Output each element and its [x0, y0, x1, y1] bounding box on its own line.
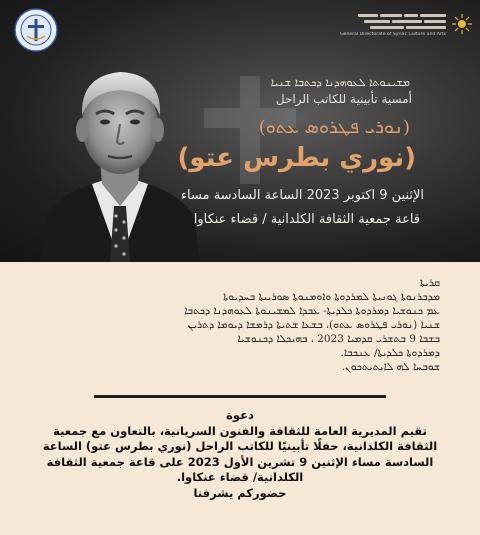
arabic-invitation-line: السادسة مساء الإثنين 9 تشرين الأول 2023 على قاعة جمعية الثقافة: [46, 454, 434, 469]
syriac-invitation-line: ܡܕܒܪܢܘܬܐ ܓܘܢܝܬܐ ܠܡܪܕܘܬܐ ܘܐܘܡܢܘܬܐ ܣܘܪܝܝܬܐ ܒܚܕܝܘܬܐ: [223, 291, 440, 303]
syriac-invitation-line: ܫܘܒܚܐ ܠܗ ܠܐܝܬܝܬܟܘܢ.: [341, 361, 440, 373]
arabic-invitation-closing: حضوركم يشرفنا: [193, 485, 287, 500]
title-arabic: أمسية تأبينية للكاتب الراحل: [275, 92, 412, 106]
portrait-photo: [40, 56, 200, 262]
syriac-invitation: [30, 276, 440, 374]
organization-header: [328, 14, 446, 38]
section-divider: [94, 395, 386, 398]
name-syriac: (ܢܘܪܝ ܦܛܪܘܣ ܥܬܘ): [258, 117, 410, 138]
kurdistan-sun-logo-icon: [452, 12, 472, 36]
arabic-invitation-line: تقيم المديرية العامة للثقافة والفنون السريانية، بالتعاون مع جمعية: [53, 423, 427, 438]
syriac-invitation-line: ܕܡܪܕܘܬܐ ܟܠܕܝܬܐ/ ܥܢܟܒܐ.: [340, 347, 440, 359]
syriac-invitation-line: ܒܫܒܐ 9 ܒܬܫܪܝ ܩܕܡܝܐ 2023 ، ܒܗܝܟܠܐ ܕܟܢܘܫܝܐ: [237, 333, 440, 345]
chaldean-association-logo-icon: [14, 8, 58, 52]
event-date: الإثنين 9 اكتوبر 2023 الساعة السادسة مساء: [180, 188, 424, 203]
syriac-invitation-line: ܥܡ ܟܢܘܫܝܐ ܕܡܪܕܘܬܐ ܟܠܕܝܬܐ- ܥܒܕܐ ܠܡܫܝܢܘܬܐ ܠܥܘܗܕܢܐ ܕܟܬܒܐ: [184, 305, 440, 317]
syriac-invitation-line: ܫܢܝܐ (ܢܘܪܝ ܦܛܪܘܣ ܥܬܘ)، ܒܫܥܐ ܫܬܝܬܐ ܕܪܡܫܐ ܕܝܘܡܐ ܕܬܪܝܢ: [187, 319, 440, 331]
memorial-poster: [0, 0, 480, 262]
title-syriac: ܡܫܝܢܘܬܐ ܠܥܘܗܕܢܐ ܕܟܬܒܐ ܫܢܝܐ: [270, 76, 410, 89]
arabic-invitation-line: الكلدانية/ قضاء عنكاوا.: [176, 470, 304, 484]
arabic-invitation: [30, 408, 450, 501]
arabic-invitation-heading: دعوة: [226, 408, 254, 422]
arabic-invitation-line: الثقافة الكلدانية، حفلًا تأبينيًا للكاتب الراحل (نوري بطرس عتو) الساعة: [42, 439, 438, 453]
event-venue: قاعة جمعية الثقافة الكلدانية / قضاء عنكاوا: [193, 212, 420, 227]
org-name-english: General Directorate of Syriac Culture and Arts: [340, 32, 446, 37]
syriac-invitation-heading: ܩܪܝܬܐ: [419, 277, 440, 289]
name-arabic: (نوري بطرس عتو): [177, 143, 416, 173]
